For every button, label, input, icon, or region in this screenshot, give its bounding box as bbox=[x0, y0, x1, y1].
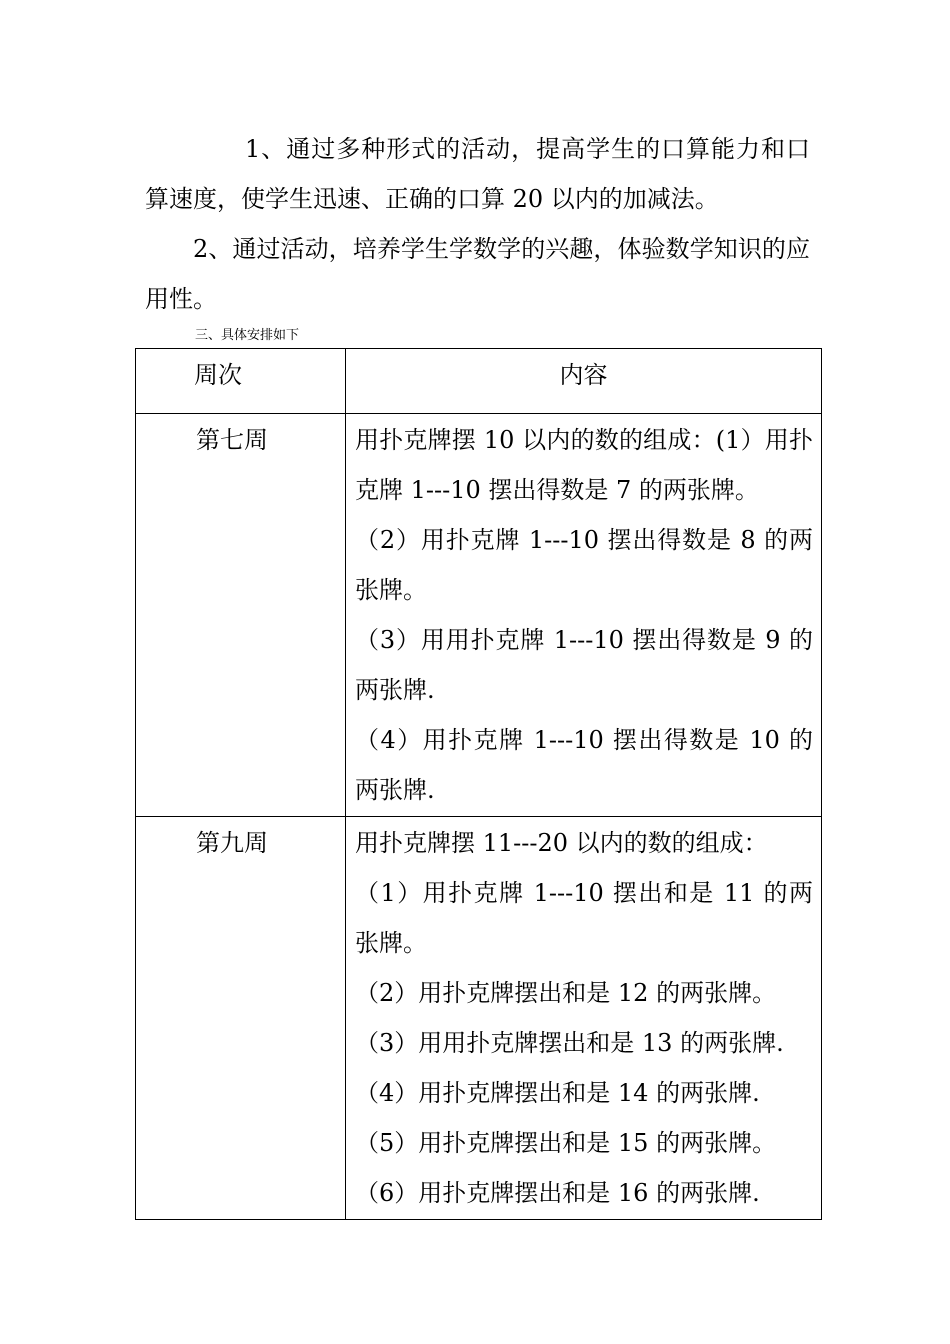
content-line: 用扑克牌摆 11---20 以内的数的组成： bbox=[355, 829, 768, 857]
content-line: （6）用扑克牌摆出和是 16 的两张牌. bbox=[355, 1179, 760, 1207]
content-line: （2）用扑克牌 1---10 摆出得数是 8 的两张牌。 bbox=[355, 526, 813, 604]
objective-paragraph-1: 1、通过多种形式的活动，提高学生的口算能力和口算速度，使学生迅速、正确的口算 20 以内的加减法。 bbox=[145, 135, 810, 213]
content-line: （5）用扑克牌摆出和是 15 的两张牌。 bbox=[355, 1129, 777, 1157]
content-line: 用扑克牌摆 10 以内的数的组成：(1）用扑克牌 1---10 摆出得数是 7 的两张牌。 bbox=[355, 426, 813, 504]
section-heading: 三、具体安排如下 bbox=[195, 328, 300, 343]
content-line: （3）用用扑克牌 1---10 摆出得数是 9 的两张牌. bbox=[355, 626, 813, 704]
content-cell bbox=[346, 414, 822, 817]
week-cell: 第九周 bbox=[136, 817, 346, 1220]
table-row bbox=[136, 817, 822, 1220]
header-week: 周次 bbox=[136, 349, 346, 414]
content-line: （2）用扑克牌摆出和是 12 的两张牌。 bbox=[355, 979, 777, 1007]
header-content: 内容 bbox=[346, 349, 822, 414]
objective-paragraph-2: 2、通过活动，培养学生学数学的兴趣，体验数学知识的应用性。 bbox=[145, 235, 810, 313]
content-cell bbox=[346, 817, 822, 1220]
content-line: （1）用扑克牌 1---10 摆出和是 11 的两张牌。 bbox=[355, 879, 813, 957]
content-line: （4）用扑克牌 1---10 摆出得数是 10 的两张牌. bbox=[355, 726, 813, 804]
content-line: （4）用扑克牌摆出和是 14 的两张牌. bbox=[355, 1079, 760, 1107]
table-row bbox=[136, 414, 822, 817]
table-header-row bbox=[136, 349, 822, 414]
schedule-table bbox=[135, 348, 822, 1220]
content-line: （3）用用扑克牌摆出和是 13 的两张牌. bbox=[355, 1029, 784, 1057]
week-cell: 第七周 bbox=[136, 414, 346, 817]
